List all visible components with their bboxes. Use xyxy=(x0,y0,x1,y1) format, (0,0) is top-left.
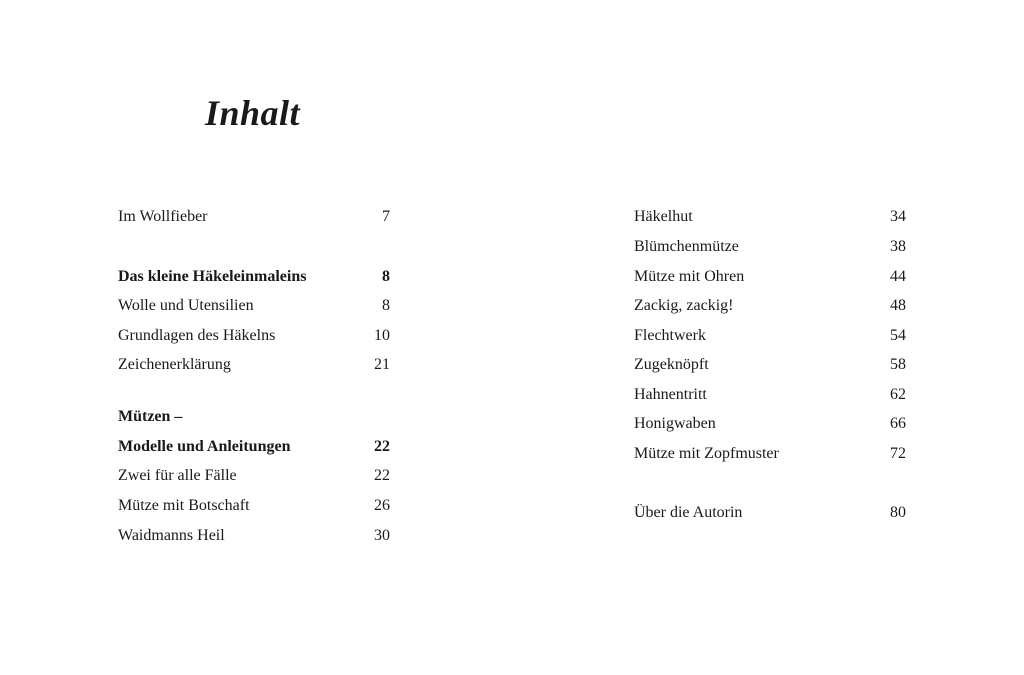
toc-entry-page: 22 xyxy=(374,438,390,455)
toc-entry-label: Waidmanns Heil xyxy=(118,527,225,544)
toc-entry-page: 54 xyxy=(890,327,906,344)
toc-entry-page: 8 xyxy=(382,268,390,285)
toc-entry-label: Wolle und Utensilien xyxy=(118,297,254,314)
toc-entry-label: Modelle und Anleitungen xyxy=(118,438,291,455)
toc-entry-page: 7 xyxy=(382,208,390,225)
toc-entry-label: Zeichenerklärung xyxy=(118,356,231,373)
toc-entry[interactable] xyxy=(118,354,390,376)
toc-entry-label: Hahnentritt xyxy=(634,386,707,403)
toc-entry[interactable] xyxy=(118,465,390,487)
toc-entry[interactable] xyxy=(118,206,390,228)
toc-entry-page: 62 xyxy=(890,386,906,403)
toc-entry-page: 26 xyxy=(374,497,390,514)
toc-entry[interactable] xyxy=(634,354,906,376)
toc-entry[interactable] xyxy=(634,206,906,228)
toc-entry[interactable] xyxy=(634,384,906,406)
toc-entry-label: Das kleine Häkeleinmaleins xyxy=(118,268,307,285)
toc-entry[interactable] xyxy=(118,525,390,547)
toc-entry-page: 22 xyxy=(374,467,390,484)
toc-entry-label: Über die Autorin xyxy=(634,504,743,521)
toc-entry-label: Honigwaben xyxy=(634,415,716,432)
toc-entry-label: Zugeknöpft xyxy=(634,356,709,373)
toc-entry-label: Flechtwerk xyxy=(634,327,706,344)
toc-entry[interactable] xyxy=(634,325,906,347)
toc-entry[interactable] xyxy=(634,236,906,258)
toc-entry-page: 80 xyxy=(890,504,906,521)
toc-entry-page: 34 xyxy=(890,208,906,225)
toc-entry-page: 66 xyxy=(890,415,906,432)
toc-entry-page: 48 xyxy=(890,297,906,314)
toc-entry-label-line1: Mützen – xyxy=(118,408,183,425)
toc-entry-label: Grundlagen des Häkelns xyxy=(118,327,276,344)
toc-entry-label: Mütze mit Ohren xyxy=(634,268,745,285)
page-title: Inhalt xyxy=(205,93,301,133)
toc-entry[interactable] xyxy=(634,443,906,465)
toc-entry[interactable] xyxy=(634,413,906,435)
toc-entry[interactable] xyxy=(634,266,906,288)
toc-section-heading[interactable] xyxy=(118,408,390,458)
toc-entry-page: 38 xyxy=(890,238,906,255)
toc-entry-page: 72 xyxy=(890,445,906,462)
toc-entry-page: 21 xyxy=(374,356,390,373)
toc-entry-label: Mütze mit Botschaft xyxy=(118,497,250,514)
toc-entry-label: Im Wollfieber xyxy=(118,208,208,225)
toc-entry[interactable] xyxy=(118,495,390,517)
toc-entry-page: 30 xyxy=(374,527,390,544)
toc-entry-label: Zackig, zackig! xyxy=(634,297,734,314)
toc-entry[interactable] xyxy=(118,325,390,347)
toc-entry-page: 8 xyxy=(382,297,390,314)
toc-entry-page: 58 xyxy=(890,356,906,373)
toc-entry-label: Mütze mit Zopfmuster xyxy=(634,445,779,462)
toc-section-heading[interactable] xyxy=(118,266,390,288)
toc-entry[interactable] xyxy=(118,295,390,317)
toc-entry-label: Zwei für alle Fälle xyxy=(118,467,237,484)
toc-entry-page: 44 xyxy=(890,268,906,285)
toc-entry[interactable] xyxy=(634,502,906,524)
toc-entry-label: Häkelhut xyxy=(634,208,693,225)
toc-entry[interactable] xyxy=(634,295,906,317)
toc-entry-label: Blümchenmütze xyxy=(634,238,739,255)
toc-entry-page: 10 xyxy=(374,327,390,344)
